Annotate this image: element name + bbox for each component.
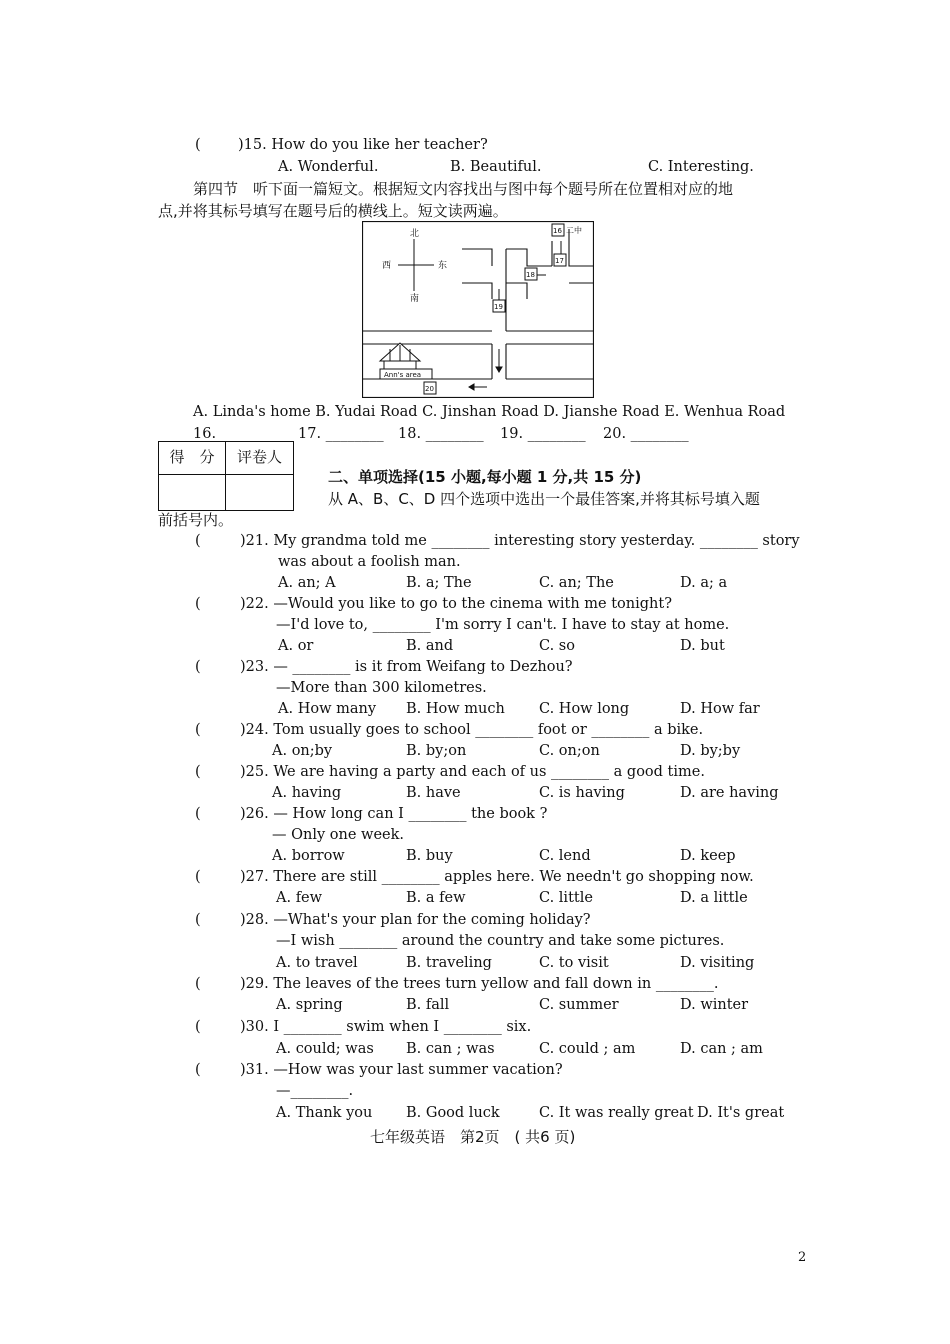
option-d: D. keep bbox=[680, 848, 736, 864]
question-29-line1: )29. The leaves of the trees turn yellow and fall down in ________. bbox=[240, 976, 719, 992]
blank-16: 16. ________ bbox=[193, 426, 279, 442]
option-d: D. It's great bbox=[697, 1105, 785, 1121]
option-a: A. having bbox=[272, 785, 342, 801]
answer-paren: ( bbox=[195, 722, 201, 738]
answer-paren: ( bbox=[195, 764, 201, 780]
question-28-line1: )28. —What's your plan for the coming holiday? bbox=[240, 912, 591, 928]
option-b: B. have bbox=[406, 785, 461, 801]
question-22-line1: )22. —Would you like to go to the cinema with me tonight? bbox=[240, 596, 672, 612]
option-d: D. a little bbox=[680, 890, 748, 906]
part2-instruction-line1: 从 A、B、C、D 四个选项中选出一个最佳答案,并将其标号填入题 bbox=[328, 490, 760, 508]
option-d: D. can ; am bbox=[680, 1041, 763, 1057]
marker-19: 19 bbox=[494, 303, 503, 311]
answer-paren: ( bbox=[195, 596, 201, 612]
option-a: A. How many bbox=[278, 701, 377, 717]
question-21-line1: )21. My grandma told me ________ interesting story yesterday. ________ story bbox=[240, 533, 800, 549]
blank-18: 18. ________ bbox=[398, 426, 484, 442]
grader-entry-cell[interactable] bbox=[226, 475, 293, 510]
question-21-line2: was about a foolish man. bbox=[278, 554, 461, 570]
map-diagram bbox=[362, 221, 594, 398]
option-d: D. but bbox=[680, 638, 725, 654]
answer-paren: ( bbox=[195, 1062, 201, 1078]
option-b: B. by;on bbox=[406, 743, 467, 759]
option-b: B. fall bbox=[406, 997, 450, 1013]
question-31-line1: )31. —How was your last summer vacation? bbox=[240, 1062, 563, 1078]
option-c: C. on;on bbox=[539, 743, 600, 759]
option-a: A. borrow bbox=[272, 848, 345, 864]
answer-paren: ( bbox=[195, 806, 201, 822]
question-30-line1: )30. I ________ swim when I ________ six. bbox=[240, 1019, 532, 1035]
option-a: A. Wonderful. bbox=[278, 159, 379, 175]
school-label: 二中 bbox=[566, 226, 582, 235]
answer-paren: ( bbox=[195, 912, 201, 928]
question-26-line1: )26. — How long can I ________ the book ? bbox=[240, 806, 548, 822]
answer-paren: ( bbox=[195, 869, 201, 885]
option-b: B. can ; was bbox=[406, 1041, 495, 1057]
marker-16: 16 bbox=[553, 227, 562, 235]
score-table bbox=[158, 441, 294, 511]
option-d: D. are having bbox=[680, 785, 779, 801]
places-list: A. Linda's home B. Yudai Road C. Jinshan Road D. Jianshe Road E. Wenhua Road bbox=[193, 404, 786, 420]
page-number: 2 bbox=[798, 1250, 807, 1265]
option-c: C. It was really great bbox=[539, 1105, 694, 1121]
question-22-line2: —I'd love to, ________ I'm sorry I can't. I have to stay at home. bbox=[276, 617, 730, 633]
option-c: C. lend bbox=[539, 848, 591, 864]
option-c: C. summer bbox=[539, 997, 619, 1013]
compass-west: 西 bbox=[382, 261, 392, 271]
option-a: A. spring bbox=[276, 997, 343, 1013]
option-c: C. little bbox=[539, 890, 593, 906]
area-label: Ann's area bbox=[384, 371, 422, 379]
option-c: C. to visit bbox=[539, 955, 609, 971]
section4-instruction-line2: 点,并将其标号填写在题号后的横线上。短文读两遍。 bbox=[158, 202, 508, 220]
answer-paren: ( bbox=[195, 659, 201, 675]
question-24-line1: )24. Tom usually goes to school ________ foot or ________ a bike. bbox=[240, 722, 704, 738]
score-cell: 得 分 bbox=[159, 442, 226, 475]
option-d: D. a; a bbox=[680, 575, 728, 591]
page-footer: 七年级英语 第2页 ( 共6 页) bbox=[370, 1128, 576, 1146]
answer-paren: ( bbox=[195, 137, 201, 153]
grader-cell: 评卷人 bbox=[226, 442, 293, 475]
question-26-line2: — Only one week. bbox=[272, 827, 405, 843]
blank-19: 19. ________ bbox=[500, 426, 586, 442]
option-b: B. a; The bbox=[406, 575, 472, 591]
option-d: D. winter bbox=[680, 997, 749, 1013]
blank-17: 17. ________ bbox=[298, 426, 384, 442]
score-entry-cell[interactable] bbox=[159, 475, 226, 510]
answer-paren: ( bbox=[195, 533, 201, 549]
option-a: A. an; A bbox=[278, 575, 336, 591]
option-c: C. so bbox=[539, 638, 575, 654]
part2-instruction-line2: 前括号内。 bbox=[158, 511, 234, 529]
answer-paren: ( bbox=[195, 1019, 201, 1035]
option-c: C. How long bbox=[539, 701, 630, 717]
option-a: A. few bbox=[276, 890, 323, 906]
question-23-line2: —More than 300 kilometres. bbox=[276, 680, 487, 696]
option-b: B. buy bbox=[406, 848, 453, 864]
marker-17: 17 bbox=[555, 257, 564, 265]
compass-east: 东 bbox=[438, 261, 448, 271]
option-a: A. Thank you bbox=[276, 1105, 373, 1121]
option-b: B. How much bbox=[406, 701, 505, 717]
marker-20: 20 bbox=[425, 385, 434, 393]
answer-paren: ( bbox=[195, 976, 201, 992]
part2-title: 二、单项选择(15 小题,每小题 1 分,共 15 分) bbox=[328, 468, 642, 486]
section4-instruction-line1: 第四节 听下面一篇短文。根据短文内容找出与图中每个题号所在位置相对应的地 bbox=[193, 180, 734, 198]
question-25-line1: )25. We are having a party and each of us ________ a good time. bbox=[240, 764, 705, 780]
option-c: C. Interesting. bbox=[648, 159, 754, 175]
option-b: B. traveling bbox=[406, 955, 492, 971]
option-c: C. is having bbox=[539, 785, 625, 801]
option-a: A. to travel bbox=[276, 955, 358, 971]
option-a: A. on;by bbox=[272, 743, 333, 759]
question-27-line1: )27. There are still ________ apples here. We needn't go shopping now. bbox=[240, 869, 754, 885]
option-c: C. could ; am bbox=[539, 1041, 636, 1057]
question-23-line1: )23. — ________ is it from Weifang to Dezhou? bbox=[240, 659, 573, 675]
blank-20: 20. ________ bbox=[603, 426, 689, 442]
option-b: B. a few bbox=[406, 890, 466, 906]
option-b: B. and bbox=[406, 638, 454, 654]
option-b: B. Good luck bbox=[406, 1105, 500, 1121]
option-c: C. an; The bbox=[539, 575, 614, 591]
question-28-line2: —I wish ________ around the country and take some pictures. bbox=[276, 933, 725, 949]
option-b: B. Beautiful. bbox=[450, 159, 542, 175]
option-d: D. visiting bbox=[680, 955, 755, 971]
compass-north: 北 bbox=[410, 229, 420, 239]
option-a: A. or bbox=[278, 638, 314, 654]
question-31-line2: —________. bbox=[276, 1083, 354, 1099]
question-15-stem: )15. How do you like her teacher? bbox=[238, 137, 488, 153]
option-d: D. by;by bbox=[680, 743, 741, 759]
compass-south: 南 bbox=[410, 294, 420, 304]
option-d: D. How far bbox=[680, 701, 760, 717]
option-a: A. could; was bbox=[276, 1041, 374, 1057]
marker-18: 18 bbox=[526, 271, 535, 279]
